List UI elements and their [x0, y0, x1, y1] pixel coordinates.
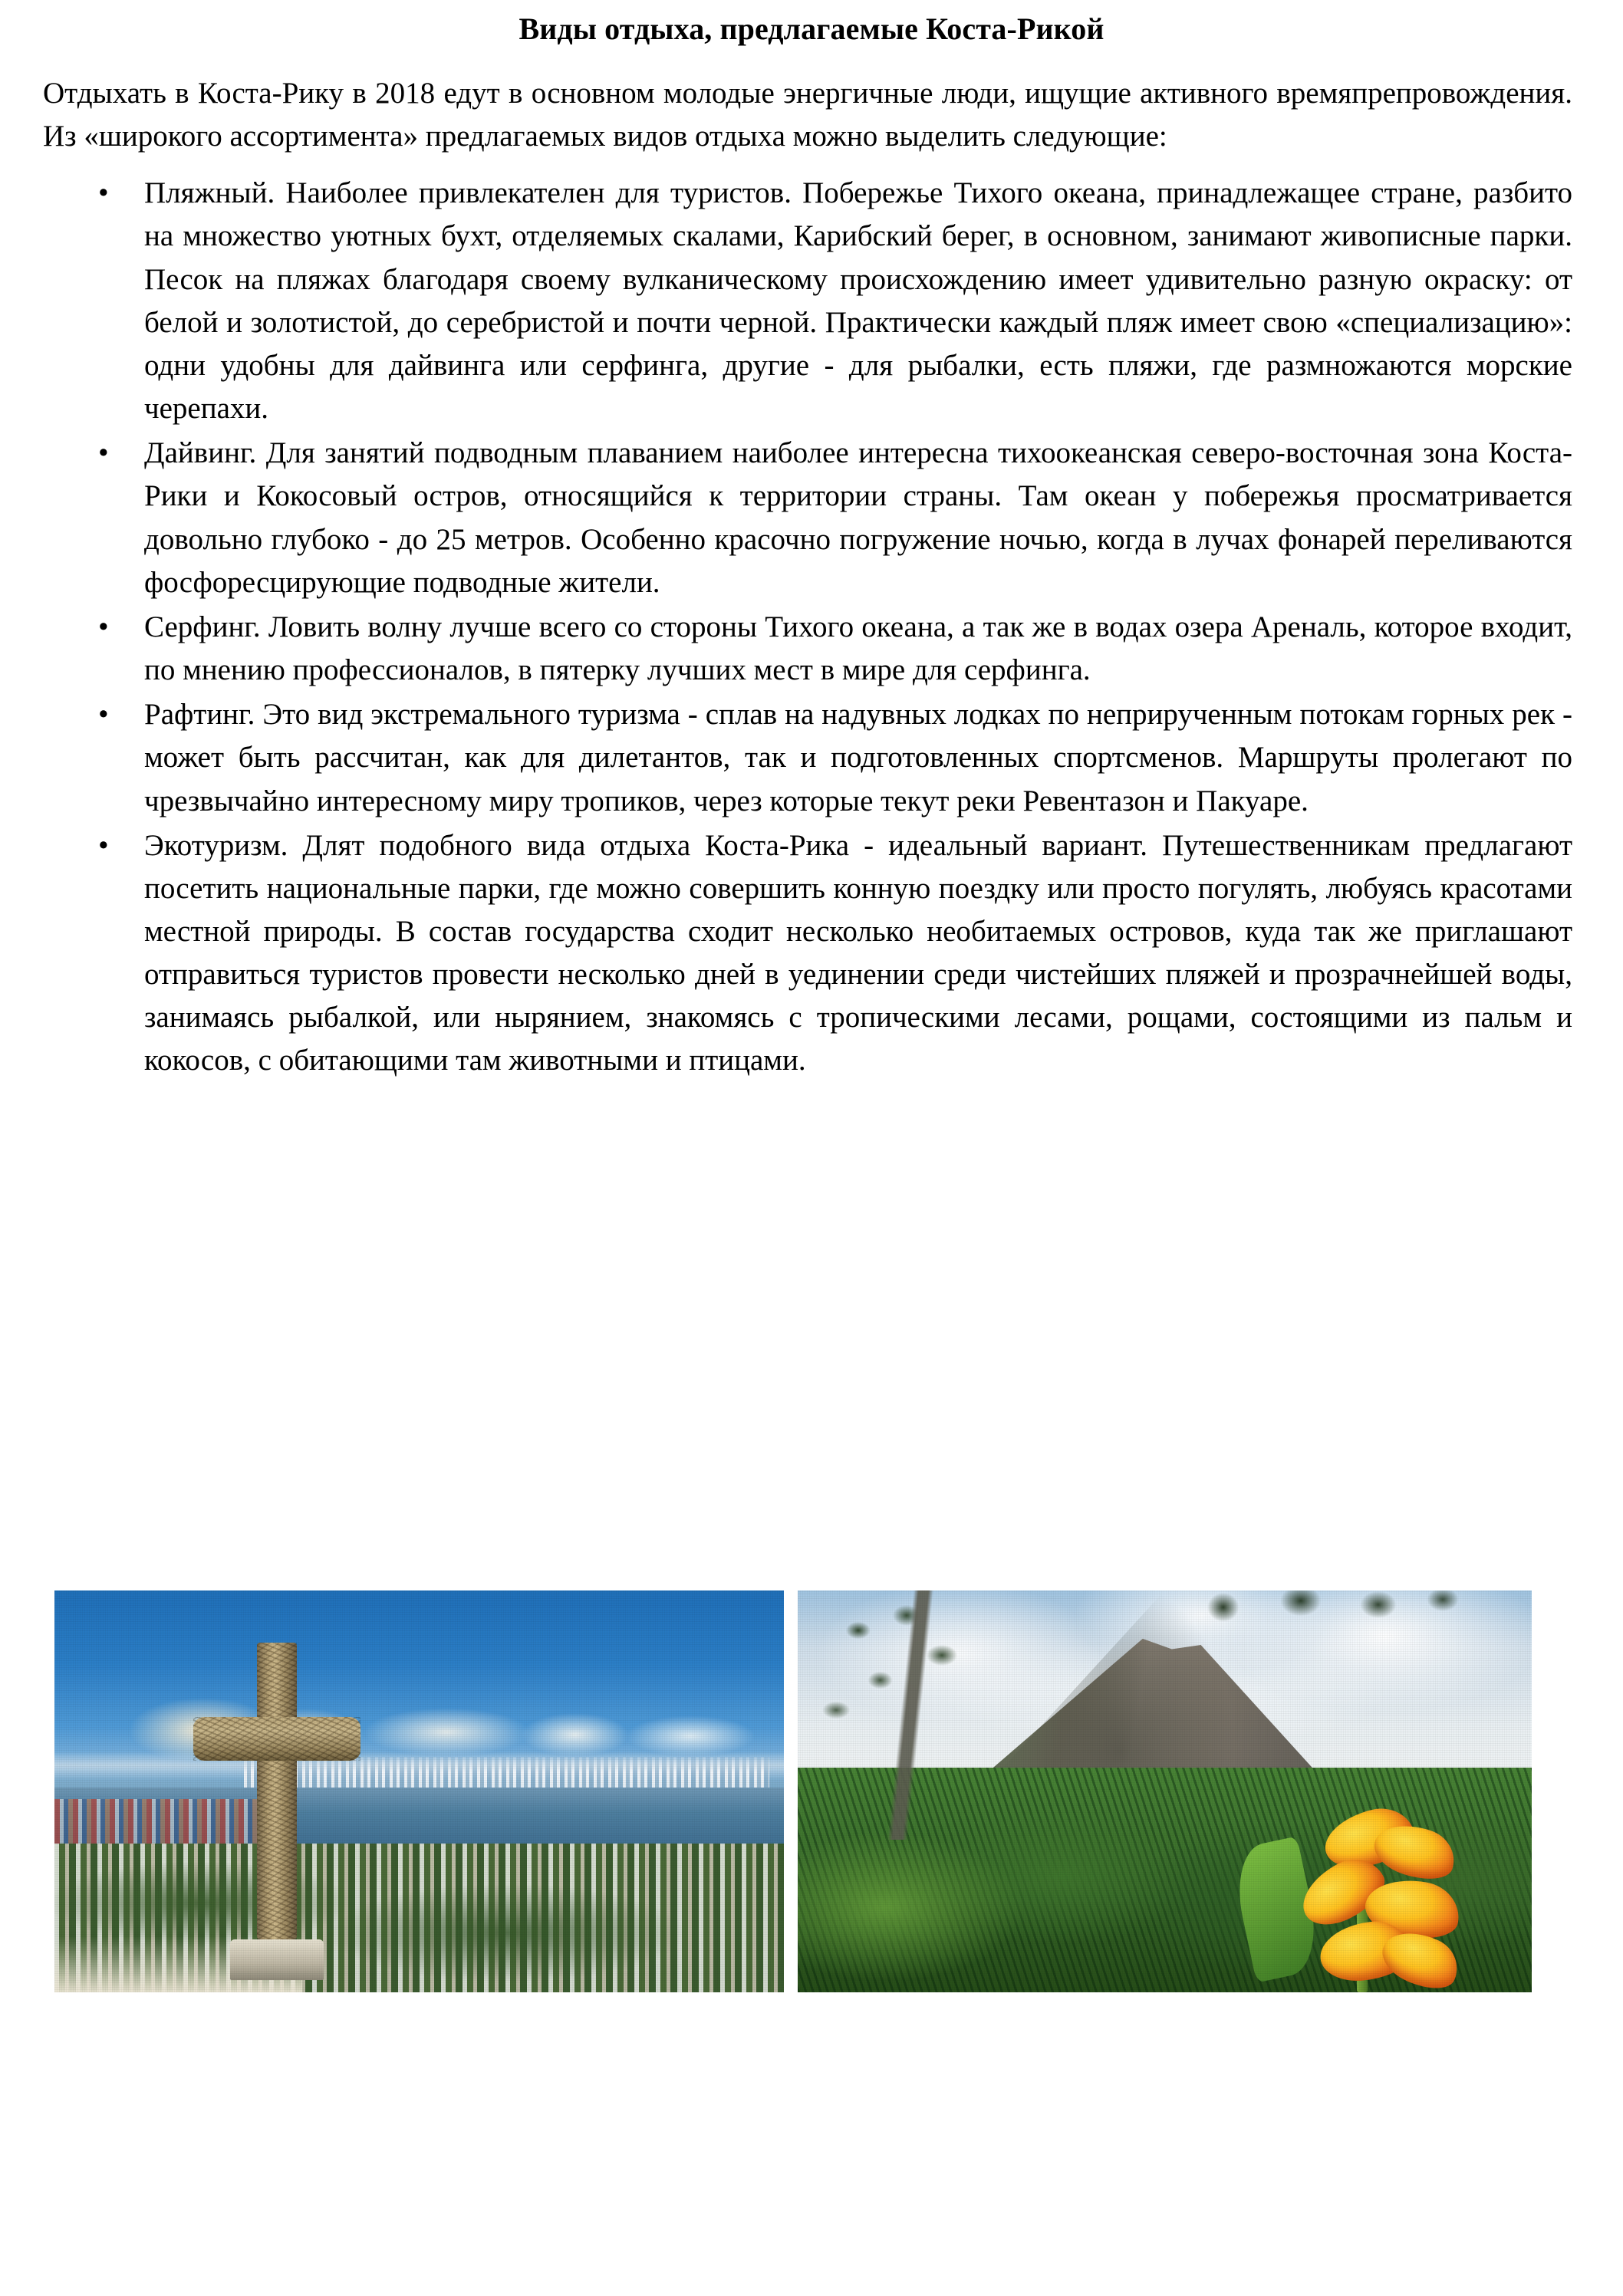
list-item-text: Дайвинг. Для занятий подводным плаванием наиболее интересна тихоокеанская северо-восточная зона Коста-Рики и Кокосовый остров, относящийся к территории страны. Там океан у побережья просматривается довольно глубоко - до 25 метров. Особенно красочно погружение ночью, когда в лучах фонарей переливаются фосфоресцирующие подводные жители. [144, 436, 1572, 599]
bullet-icon: • [98, 436, 109, 470]
volcano-photo [798, 1590, 1532, 1992]
intro-paragraph: Отдыхать в Коста-Рику в 2018 едут в основном молодые энергичные люди, ищущие активного времяпрепровождения. Из «широкого ассортимента» предлагаемых видов отдыха можно выделить следующие: [43, 77, 1572, 153]
coastal-city-photo [54, 1590, 784, 1992]
stone-cross-icon [193, 1643, 361, 1980]
bullet-icon: • [98, 176, 109, 210]
foreground-tree [805, 1590, 1025, 1840]
list-item [38, 824, 1580, 1083]
list-item-text: Рафтинг. Это вид экстремального туризма - сплав на надувных лодках по неприрученным потокам горных рек - может быть рассчитан, как для дилетантов, так и подготовленных спортсменов. Маршруты пролегают по чрезвычайно интересному миру тропиков, через которые текут реки Ревентазон и Пакуаре. [144, 698, 1572, 817]
stone-texture [193, 1717, 361, 1761]
list-item [38, 432, 1580, 604]
list-item [38, 172, 1580, 430]
page-title: Виды отдыха, предлагаемые Коста-Рикой [519, 12, 1104, 46]
list-item [38, 606, 1580, 692]
figure-coastal-city-with-stone-cross [54, 1590, 784, 1992]
list-item-text: Пляжный. Наиболее привлекателен для туристов. Побережье Тихого океана, принадлежащее стране, разбито на множество уютных бухт, отделяемых скалами, Карибский берег, в основном, занимают живописные парки. Песок на пляжах благодаря своему вулканическому происхождению имеет удивительно разную окраску: от белой и золотистой, до серебристой и почти черной. Практически каждый пляж имеет свою «специализацию»: одни удобны для дайвинга или серфинга, другие - для рыбалки, есть пляжи, где размножаются морские черепахи. [144, 176, 1572, 426]
bullet-icon: • [98, 610, 109, 643]
list-item-text: Экотуризм. Длят подобного вида отдыха Коста-Рика - идеальный вариант. Путешественникам предлагают посетить национальные парки, где можно совершить конную поездку или просто погулять, любуясь красотами местной природы. В состав государства сходит несколько необитаемых островов, куда так же приглашают отправиться туристов провести несколько дней в уединении среди чистейших пляжей и прозрачнейшей воды, занимаясь рыбалкой, или нырянием, знакомясь с тропическими лесами, рощами, состоящими из пальм и кокосов, с обитающими там животными и птицами. [144, 828, 1572, 1077]
cross-vertical-beam [257, 1643, 297, 1939]
bullet-icon: • [98, 828, 109, 862]
overhanging-branch [1165, 1590, 1488, 1655]
vacation-types-list [38, 172, 1580, 1082]
document-page [0, 14, 1623, 2296]
document-body [0, 72, 1623, 1083]
list-item [38, 693, 1580, 822]
figure-row [0, 1590, 1623, 1997]
bullet-icon: • [98, 698, 109, 732]
stone-texture [257, 1643, 297, 1939]
cross-horizontal-beam [193, 1717, 361, 1761]
list-item-text: Серфинг. Ловить волну лучше всего со стороны Тихого океана, а так же в водах озера Ареналь, которое входит, по мнению профессионалов, в пятерку лучших мест в мире для серфинга. [144, 610, 1572, 687]
canna-flower-icon [1275, 1799, 1480, 1992]
cross-pedestal [230, 1939, 324, 1980]
figure-arenal-volcano-with-flower [798, 1590, 1532, 1992]
